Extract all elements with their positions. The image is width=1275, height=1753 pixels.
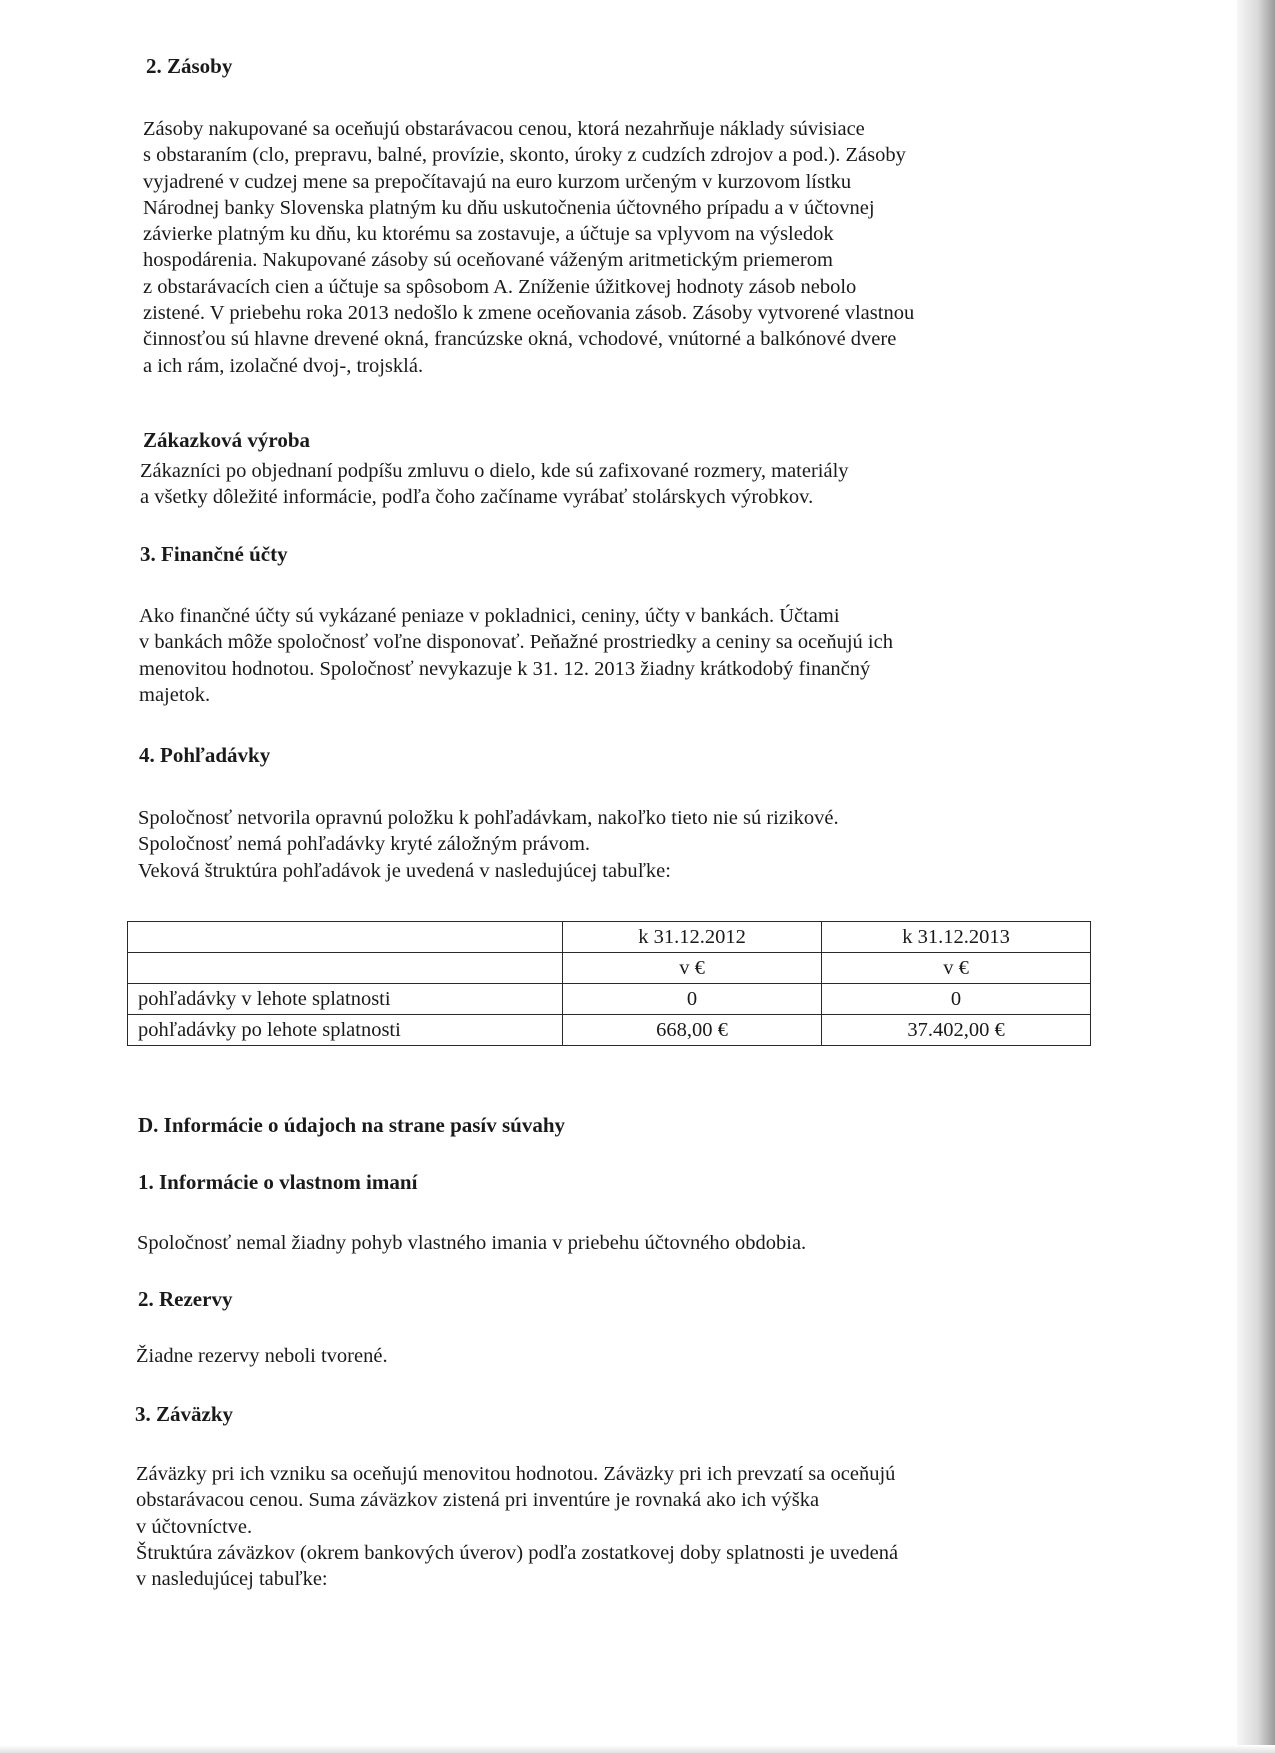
text-line: s obstaraním (clo, prepravu, balné, provízie, skonto, úroky z cudzích zdrojov a pod.). Zásoby xyxy=(143,144,906,167)
table-header-row xyxy=(128,922,1091,953)
text-line: Zásoby nakupované sa oceňujú obstarávacou cenou, ktorá nezahrňuje náklady súvisiace xyxy=(143,118,865,140)
text-line: Zákazníci po objednaní podpíšu zmluvu o dielo, kde sú zafixované rozmery, materiály xyxy=(140,460,849,482)
scan-bottom-edge xyxy=(0,1745,1275,1753)
table-row-label: pohľadávky po lehote splatnosti xyxy=(128,1015,563,1046)
scan-edge-shadow xyxy=(1237,0,1275,1753)
text-line: Spoločnosť netvorila opravnú položku k pohľadávkam, nakoľko tieto nie sú rizikové. xyxy=(138,807,839,829)
table-units-row xyxy=(128,953,1091,984)
text-line: v účtovníctve. xyxy=(136,1515,253,1538)
text-line: obstarávacou cenou. Suma záväzkov zistená pri inventúre je rovnaká ako ich výška xyxy=(136,1489,820,1512)
heading-zavazky: 3. Záväzky xyxy=(135,1402,234,1426)
paragraph-rezervy xyxy=(136,1343,388,1369)
text-line: majetok. xyxy=(139,683,211,706)
table-cell: 37.402,00 € xyxy=(822,1015,1091,1046)
text-line: Záväzky pri ich vzniku sa oceňujú menovitou hodnotou. Záväzky pri ich prevzatí sa oceňujú xyxy=(136,1463,896,1485)
heading-financne-ucty: 3. Finančné účty xyxy=(140,542,288,566)
heading-zasoby: 2. Zásoby xyxy=(146,54,233,78)
table-cell xyxy=(128,953,563,984)
text-line: a ich rám, izolačné dvoj-, trojsklá. xyxy=(143,354,424,377)
text-line: v nasledujúcej tabuľke: xyxy=(136,1568,328,1591)
table-cell: 0 xyxy=(822,984,1091,1015)
text-line: z obstarávacích cien a účtuje sa spôsobom A. Zníženie úžitkovej hodnoty zásob nebolo xyxy=(143,275,857,298)
heading-section-d: D. Informácie o údajoch na strane pasív súvahy xyxy=(138,1113,566,1137)
text-line: Štruktúra záväzkov (okrem bankových úverov) podľa zostatkovej doby splatnosti je uvedená xyxy=(136,1541,899,1564)
text-line: v bankách môže spoločnosť voľne disponovať. Peňažné prostriedky a ceniny sa oceňujú ich xyxy=(139,631,893,654)
table-unit-cell: v € xyxy=(822,953,1091,984)
table-header-cell: k 31.12.2013 xyxy=(822,922,1091,953)
text-line: Žiadne rezervy neboli tvorené. xyxy=(136,1345,388,1367)
paragraph-financne-ucty xyxy=(139,603,893,708)
table-unit-cell: v € xyxy=(563,953,822,984)
heading-zakazkova-vyroba: Zákazková výroba xyxy=(143,428,311,452)
table-cell: 0 xyxy=(563,984,822,1015)
text-line: vyjadrené v cudzej mene sa prepočítavajú na euro kurzom určeným v kurzovom lístku xyxy=(143,170,852,193)
text-line: Veková štruktúra pohľadávok je uvedená v nasledujúcej tabuľke: xyxy=(138,859,671,882)
text-line: hospodárenia. Nakupované zásoby sú oceňované váženým aritmetickým priemerom xyxy=(143,249,833,272)
paragraph-zakazkova-vyroba xyxy=(140,458,849,511)
paragraph-vlastne-imanie xyxy=(137,1230,806,1256)
heading-pohladavky: 4. Pohľadávky xyxy=(139,743,271,767)
table-header-cell: k 31.12.2012 xyxy=(563,922,822,953)
paragraph-zavazky xyxy=(136,1461,898,1592)
text-line: Ako finančné účty sú vykázané peniaze v pokladnici, ceniny, účty v bankách. Účtami xyxy=(139,605,840,627)
heading-rezervy: 2. Rezervy xyxy=(138,1287,233,1311)
receivables-age-table xyxy=(127,921,1091,1046)
text-line: Národnej banky Slovenska platným ku dňu uskutočnenia účtovného prípadu a v účtovnej xyxy=(143,196,875,219)
text-line: zistené. V priebehu roka 2013 nedošlo k zmene oceňovania zásob. Zásoby vytvorené vlastnou xyxy=(143,302,915,325)
table-row-label: pohľadávky v lehote splatnosti xyxy=(128,984,563,1015)
text-line: Spoločnosť nemá pohľadávky kryté záložným právom. xyxy=(138,833,591,856)
text-line: menovitou hodnotou. Spoločnosť nevykazuje k 31. 12. 2013 žiadny krátkodobý finančný xyxy=(139,657,871,680)
paragraph-pohladavky xyxy=(138,805,839,884)
heading-vlastne-imanie: 1. Informácie o vlastnom imaní xyxy=(138,1170,418,1194)
paragraph-zasoby xyxy=(143,116,914,379)
text-line: Spoločnosť nemal žiadny pohyb vlastného imania v priebehu účtovného obdobia. xyxy=(137,1232,807,1254)
text-line: činnosťou sú hlavne drevené okná, francúzske okná, vchodové, vnútorné a balkónové dvere xyxy=(143,328,897,351)
text-line: a všetky dôležité informácie, podľa čoho začíname vyrábať stolárskych výrobkov. xyxy=(140,486,814,509)
table-row xyxy=(128,984,1091,1015)
table-cell xyxy=(128,922,563,953)
table-row xyxy=(128,1015,1091,1046)
text-line: závierke platným ku dňu, ku ktorému sa zostavuje, a účtuje sa vplyvom na výsledok xyxy=(143,223,834,246)
table-cell: 668,00 € xyxy=(563,1015,822,1046)
